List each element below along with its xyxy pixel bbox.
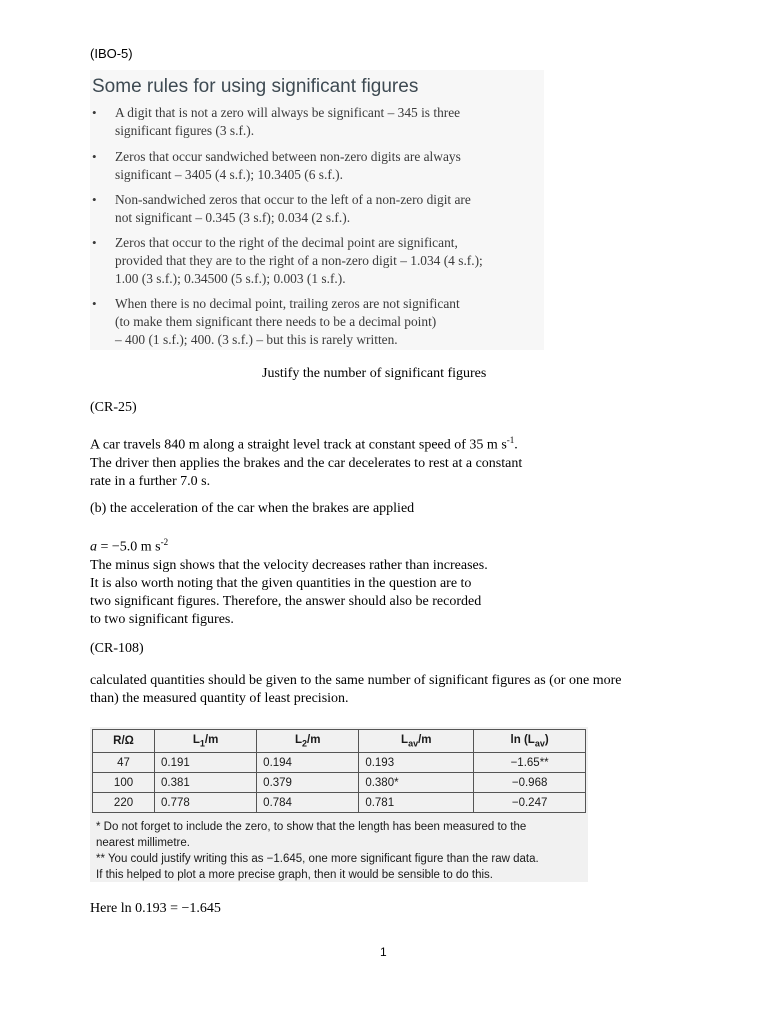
answer-explanation-line: to two significant figures. <box>90 611 234 627</box>
answer-explanation-line: two significant figures. Therefore, the answer should also be recorded <box>90 593 482 609</box>
header-ln: $\ln (L_{av})$ <box>474 730 586 753</box>
table-row: 220 0.778 0.784 0.781 −0.247 <box>93 793 586 813</box>
answer-explanation-line: The minus sign shows that the velocity decreases rather than increases. <box>90 557 488 573</box>
bullet-icon: • <box>92 149 97 164</box>
question-line: rate in a further 7.0 s. <box>90 473 211 489</box>
rules-title: Some rules for using significant figures <box>92 76 419 97</box>
header-l2: $L_2/m$ <box>257 730 359 753</box>
bullet-icon: • <box>92 235 97 250</box>
answer-equation: a = −5.0 m $s^{-2}$ <box>90 537 169 555</box>
significant-figures-rules-image: Some rules for using significant figures • A digit that is not a zero will always be significant – 345 is three significant figures (3 s.f.). • Zeros that occur sandwiched between non-zero digits are always significant – 3405 (4 s.f.); 10.3405 (6 s.f.). • Non-sandwiched zeros that occur to the left of a non-zero digit are not significant – 0.345 (3 s.f); 0.034 (2 s.f.). • Zeros that occur to the right of the decimal point are significant, provided that they are to the right of a non-zero digit – 1.034 (4 s.f.); 1.00 (3 s.f.); 0.34500 (5 s.f.); 0.003 (1 s.f.). • When there is no decimal point, trailing zeros are not significant (to make them significant there needs to be a decimal point) – 400 (1 s.f.); 400. (3 s.f.) – but this is rarely written. <box>90 70 544 350</box>
answer-explanation-line: It is also worth noting that the given quantities in the question are to <box>90 575 472 591</box>
bullet-icon: • <box>92 192 97 207</box>
cr108-code: (CR-108) <box>90 641 144 656</box>
bullet-icon: • <box>92 105 97 120</box>
cr25-part-b: (b) the acceleration of the car when the brakes are applied <box>90 501 415 516</box>
question-line: A car travels 840 m along a straight level track at constant speed of 35 m $s^{-1}$. <box>90 435 518 453</box>
bullet-icon: • <box>92 296 97 311</box>
resistance-length-table-image <box>90 727 588 882</box>
ln-calculation-line: Here ln 0.193 = −1.645 <box>90 901 221 916</box>
justify-heading: Justify the number of significant figures <box>262 366 487 381</box>
page-number: 1 <box>380 945 387 959</box>
data-table <box>92 729 586 813</box>
header-r: R/Ω <box>93 730 155 753</box>
table-notes: * Do not forget to include the zero, to show that the length has been measured to the nearest millimetre. ** You could justify writing this as −1.645, one more significant figure than the raw data. If this helped to plot a more precise graph, then it would be sensible to do this. <box>96 821 539 881</box>
cr25-question <box>90 431 690 491</box>
header-l1: $L_1/m$ <box>155 730 257 753</box>
document-code-label: (IBO-5) <box>90 46 133 61</box>
table-row: 47 0.191 0.194 0.193 −1.65** <box>93 753 586 773</box>
cr108-text: calculated quantities should be given to the same number of significant figures as (or one more than) the measured quantity of least precision. <box>90 673 622 706</box>
question-line: The driver then applies the brakes and the car decelerates to rest at a constant <box>90 455 523 471</box>
cr25-answer <box>90 533 690 629</box>
header-lav: $L_{av}/m$ <box>359 730 474 753</box>
cr25-code: (CR-25) <box>90 400 137 415</box>
table-header-row <box>93 730 586 753</box>
table-row: 100 0.381 0.379 0.380* −0.968 <box>93 773 586 793</box>
